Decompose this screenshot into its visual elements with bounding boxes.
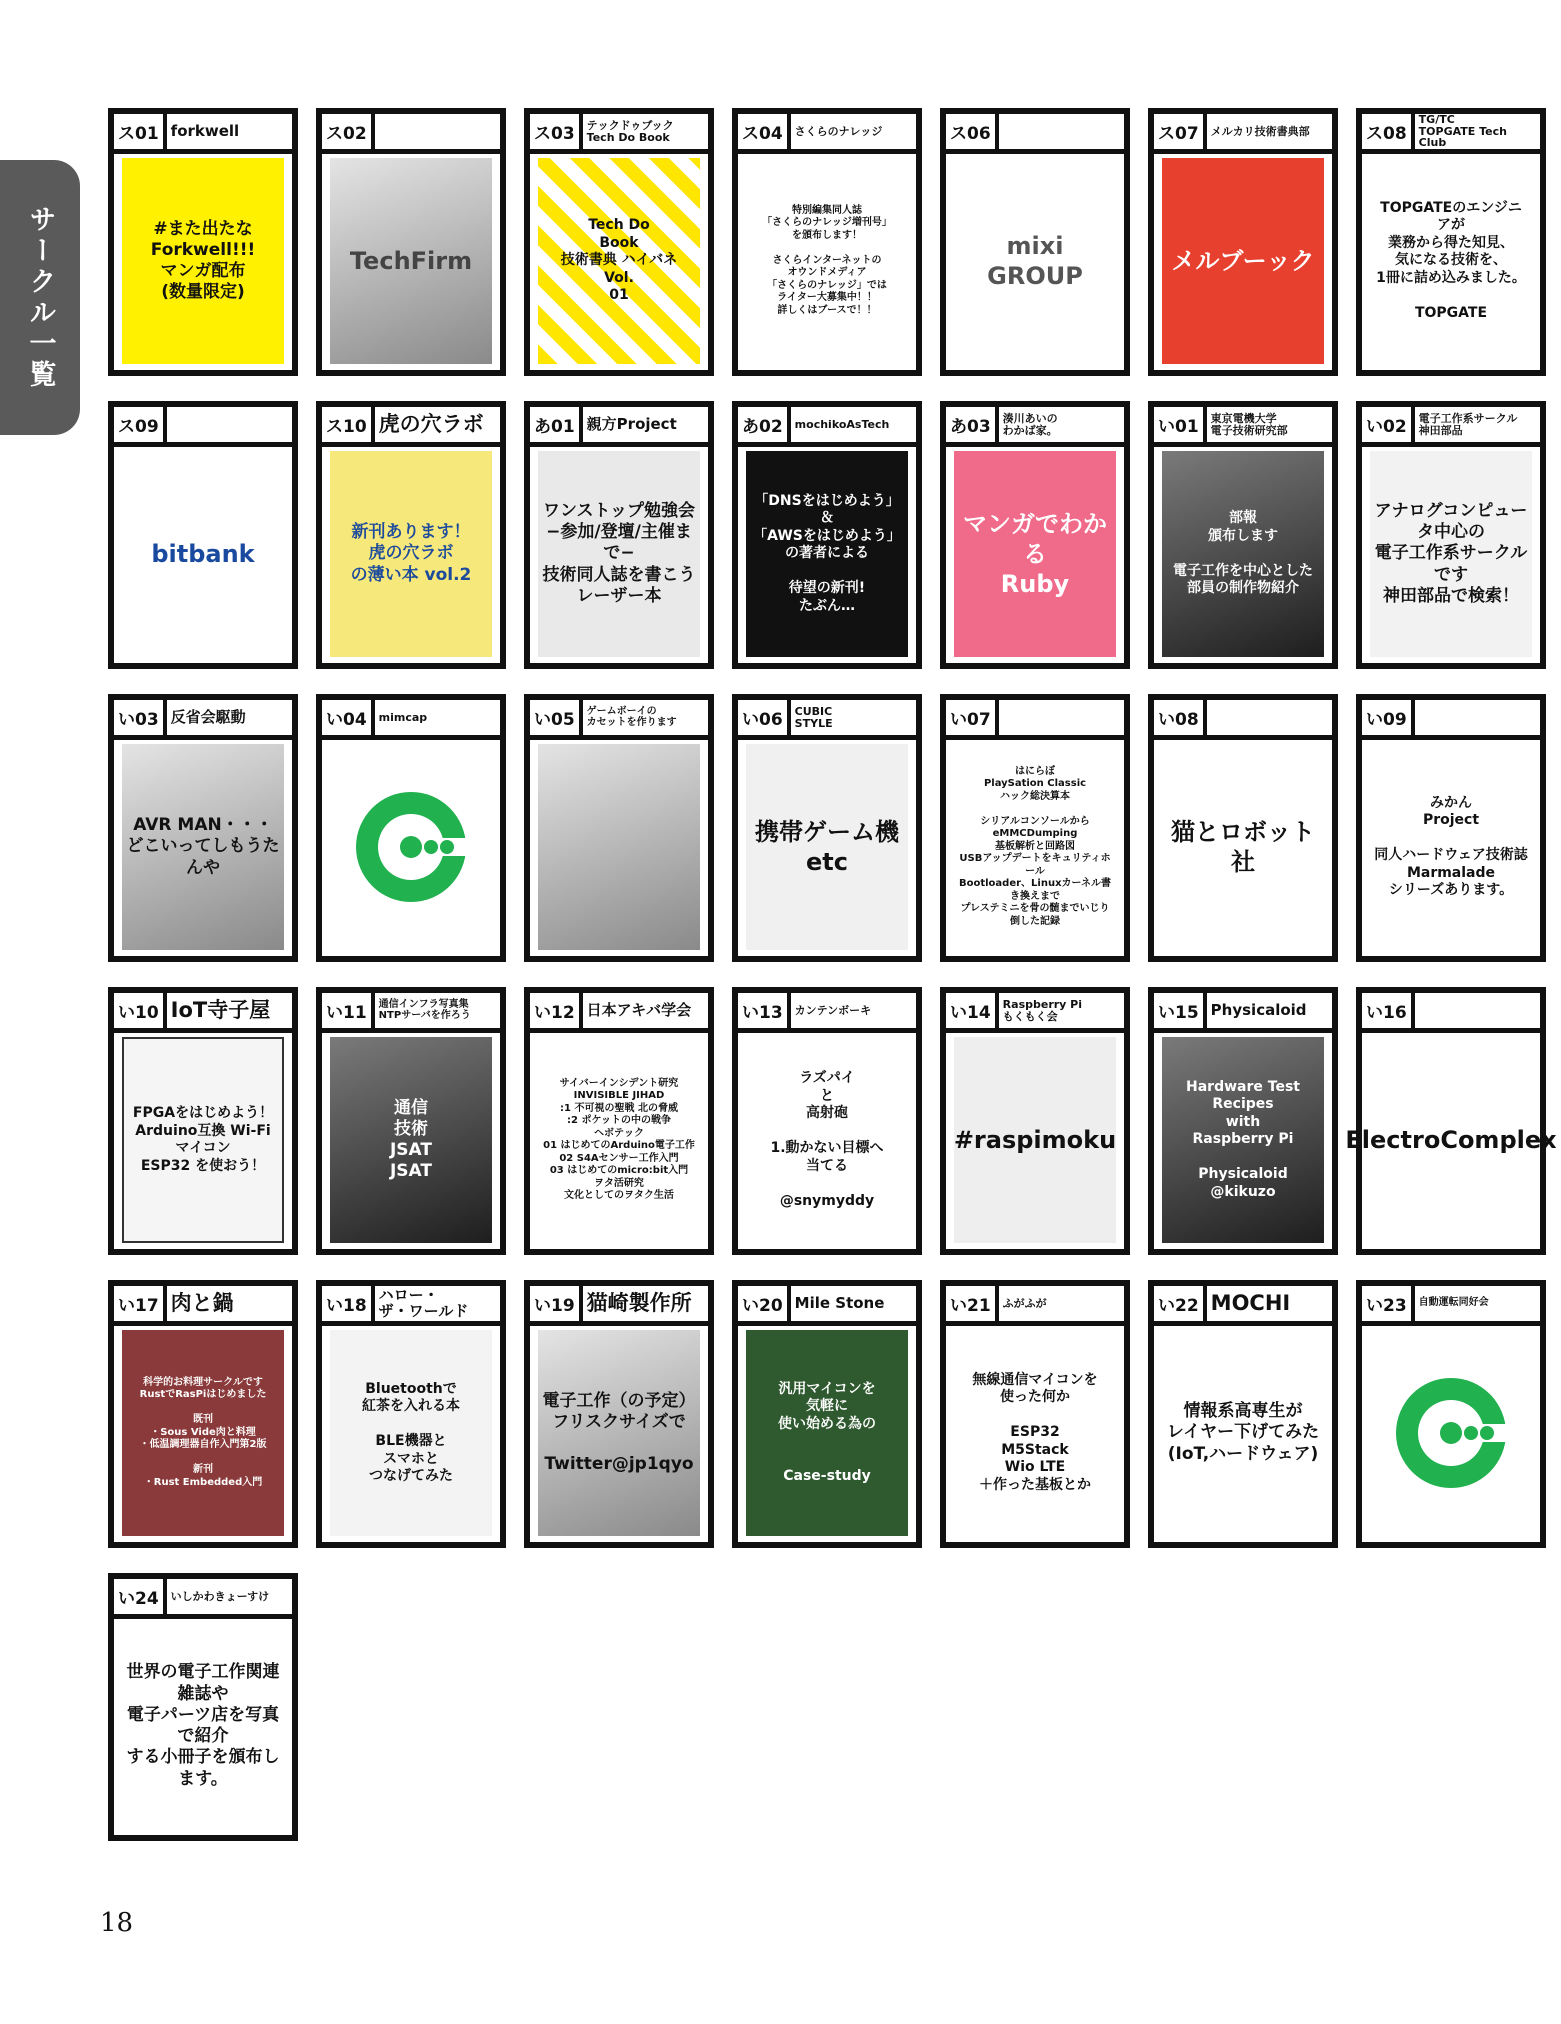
circle-header	[738, 700, 916, 740]
circle-code: い07	[946, 700, 999, 735]
circle-code: あ03	[946, 407, 999, 442]
circle-name: CUBIC STYLE	[794, 704, 833, 730]
circle-code: い02	[1362, 407, 1415, 442]
circle-card[interactable]	[1356, 108, 1546, 376]
circle-cover[interactable]	[330, 158, 492, 364]
circle-header	[738, 1286, 916, 1326]
circle-header	[114, 1286, 292, 1326]
circle-name: forkwell	[170, 121, 240, 140]
circle-name: 電子工作系サークル 神田部品	[1418, 411, 1518, 437]
circle-cover[interactable]	[538, 451, 700, 657]
circle-grid	[108, 108, 1557, 1841]
circle-name: ゲームボーイの カセットを作ります	[586, 706, 677, 728]
circle-name	[999, 114, 1124, 149]
circle-name: 通信インフラ写真集 NTPサーバを作ろう	[378, 999, 471, 1021]
logo-icon	[356, 792, 466, 902]
circle-card[interactable]	[108, 1573, 298, 1841]
circle-header	[114, 1579, 292, 1619]
cover-text: Bluetoothで 紅茶を入れる本 BLE機器と スマホと つなげてみた	[362, 1380, 460, 1484]
circle-code: ス01	[114, 114, 167, 149]
page-number: 18	[100, 1908, 134, 1938]
circle-cover[interactable]	[122, 451, 284, 657]
circle-card[interactable]	[1356, 401, 1546, 669]
circle-name: mimcap	[378, 710, 428, 724]
circle-name: さくらのナレッジ	[794, 124, 883, 138]
circle-code: ス06	[946, 114, 999, 149]
circle-header	[738, 114, 916, 154]
cover-text: サイバーインシデント研究 INVISIBLE JIHAD :1 不可視の聖戦 北の脅威 :2 ポケットの中の戦争 ヘボテック 01 はじめてのArduino電子工作 02 S4Aセンサー工作入門 03 はじめてのmicro:bit入門 ヲタ活研究 文化としてのヲタク生活	[543, 1077, 695, 1201]
cover-text: 電子工作（の予定） フリスクサイズで Twitter@jp1qyo	[542, 1390, 696, 1475]
circle-cover[interactable]	[1370, 1330, 1532, 1536]
circle-header	[1154, 1286, 1332, 1326]
circle-cover[interactable]	[330, 1330, 492, 1536]
circle-cover[interactable]	[122, 158, 284, 364]
circle-card[interactable]	[940, 108, 1130, 376]
circle-header	[114, 700, 292, 740]
circle-name: テックドゥブック Tech Do Book	[586, 118, 674, 144]
circle-header	[1362, 407, 1540, 447]
circle-card[interactable]	[316, 401, 506, 669]
cover-text: Tech Do Book 技術書典 ハイバネ Vol. 01	[560, 217, 678, 304]
circle-cover[interactable]	[330, 451, 492, 657]
cover-text: 新刊あります！ 虎の穴ラボ の薄い本 vol.2	[350, 522, 472, 585]
logo-icon	[1396, 1378, 1506, 1488]
circle-name: メルカリ技術書典部	[1210, 124, 1310, 138]
cover-text: マンガでわかる Ruby	[963, 510, 1107, 598]
circle-header	[322, 114, 500, 154]
circle-card[interactable]	[524, 108, 714, 376]
cover-text: TOPGATEのエンジニアが 業務から得た知見、 気になる技術を、 1冊に詰め込みました。 TOPGATE	[1376, 199, 1526, 321]
circle-code: い16	[1362, 993, 1415, 1028]
circle-header	[946, 993, 1124, 1033]
circle-cover[interactable]	[122, 744, 284, 950]
cover-text: 通信 技術 JSAT JSAT	[389, 1097, 432, 1182]
circle-code: い15	[1154, 993, 1207, 1028]
circle-cover[interactable]	[538, 1330, 700, 1536]
circle-name: いしかわきょーすけ	[170, 1589, 270, 1603]
circle-cover[interactable]	[1162, 1037, 1324, 1243]
circle-code: い22	[1154, 1286, 1207, 1321]
cover-text: 情報系高専生が レイヤー下げてみた (IoT,ハードウェア)	[1166, 1401, 1320, 1464]
circle-card[interactable]	[1356, 1280, 1546, 1548]
circle-code: あ02	[738, 407, 791, 442]
circle-card[interactable]	[1356, 694, 1546, 962]
circle-card[interactable]	[732, 694, 922, 962]
circle-header	[738, 993, 916, 1033]
cover-text: ElectroComplex	[1345, 1126, 1557, 1154]
circle-header	[1154, 700, 1332, 740]
cover-text: 汎用マイコンを 気軽に 使い始める為の Case-study	[778, 1380, 876, 1484]
cover-text: 特別編集同人誌 「さくらのナレッジ増刊号」 を頒布します！ さくらインターネットの オウンドメディア 「さくらのナレッジ」では ライター大募集中！！ 詳しくはブースで！！	[762, 204, 892, 316]
cover-text: 猫とロボット社	[1171, 818, 1315, 876]
circle-card[interactable]	[732, 1280, 922, 1548]
circle-cover[interactable]	[122, 1623, 284, 1829]
circle-name: ふがふが	[1002, 1296, 1047, 1310]
circle-cover[interactable]	[954, 744, 1116, 950]
circle-code: い10	[114, 993, 167, 1028]
cover-text: はにらぼ PlaySation Classic ハック総決算本 シリアルコンソールからeMMCDumping 基板解析と回路図 USBアップデートをキュリティホール Bootloader、Linuxカーネル書き換えまで プレステミニを骨の髄までいじり倒した記録	[958, 765, 1112, 927]
circle-header	[1154, 993, 1332, 1033]
side-tab[interactable]	[0, 160, 80, 435]
circle-code: い01	[1154, 407, 1207, 442]
circle-header	[114, 407, 292, 447]
circle-code: い05	[530, 700, 583, 735]
circle-card[interactable]	[316, 108, 506, 376]
circle-header	[738, 407, 916, 447]
circle-code: い08	[1154, 700, 1207, 735]
circle-name: 自動運転同好会	[1418, 1297, 1489, 1309]
circle-name: ハロー・ ザ・ワールド	[378, 1285, 469, 1320]
circle-code: い06	[738, 700, 791, 735]
circle-header	[1362, 1286, 1540, 1326]
circle-code: い21	[946, 1286, 999, 1321]
circle-cover[interactable]	[538, 158, 700, 364]
circle-code: い04	[322, 700, 375, 735]
circle-code: ス07	[1154, 114, 1207, 149]
circle-card[interactable]	[316, 1280, 506, 1548]
circle-cover[interactable]	[954, 158, 1116, 364]
circle-name	[167, 407, 292, 442]
circle-cover[interactable]	[1345, 1037, 1557, 1243]
cover-text: TechFirm	[349, 247, 473, 275]
circle-card[interactable]	[1148, 694, 1338, 962]
circle-header	[530, 700, 708, 740]
circle-header	[946, 700, 1124, 740]
circle-header	[322, 993, 500, 1033]
side-tab-label: サークル一覧	[24, 204, 56, 391]
circle-name: Raspberry Pi もくもく会	[1002, 997, 1083, 1023]
circle-name: 親方Project	[586, 414, 677, 433]
circle-header	[530, 114, 708, 154]
circle-card[interactable]	[1148, 1280, 1338, 1548]
circle-code: い24	[114, 1579, 167, 1614]
circle-header	[530, 1286, 708, 1326]
cover-text: ワンストップ勉強会 −参加/登壇/主催まで− 技術同人誌を書こう レーザー本	[542, 500, 696, 606]
circle-card[interactable]	[940, 401, 1130, 669]
circle-code: い11	[322, 993, 375, 1028]
circle-code: ス02	[322, 114, 375, 149]
circle-name: カンテンボーキ	[794, 1003, 872, 1017]
cover-text: アナログコンピュータ中心の 電子工作系サークルです 神田部品で検索！	[1374, 500, 1528, 606]
circle-header	[946, 1286, 1124, 1326]
circle-name: TG/TC TOPGATE Tech Club	[1418, 113, 1507, 150]
circle-header	[322, 1286, 500, 1326]
circle-cover[interactable]	[1162, 451, 1324, 657]
circle-code: い19	[530, 1286, 583, 1321]
circle-cover[interactable]	[1162, 158, 1324, 364]
circle-name	[1415, 993, 1540, 1028]
circle-code: ス03	[530, 114, 583, 149]
cover-text: みかん Project 同人ハードウェア技術誌 Marmalade シリーズあります。	[1374, 794, 1528, 898]
circle-code: ス08	[1362, 114, 1415, 149]
circle-name	[1207, 700, 1332, 735]
circle-name: IoT寺子屋	[170, 998, 271, 1023]
cover-text: #また出たな Forkwell!!! マンガ配布 (数量限定)	[150, 218, 256, 303]
circle-cover[interactable]	[954, 451, 1116, 657]
circle-cover[interactable]	[746, 1330, 908, 1536]
circle-cover[interactable]	[538, 1037, 700, 1243]
circle-name: Mile Stone	[794, 1293, 885, 1312]
circle-name	[999, 700, 1124, 735]
circle-code: い13	[738, 993, 791, 1028]
circle-cover[interactable]	[1370, 158, 1532, 364]
circle-header	[1362, 700, 1540, 740]
circle-card[interactable]	[316, 987, 506, 1255]
circle-header	[322, 407, 500, 447]
circle-card[interactable]	[1148, 987, 1338, 1255]
circle-name: 湊川あいの わかば家。	[1002, 411, 1058, 437]
cover-text: メルブーック	[1171, 247, 1315, 275]
circle-card[interactable]	[316, 694, 506, 962]
circle-code: ス10	[322, 407, 375, 442]
circle-name	[1415, 700, 1540, 735]
circle-name: 肉と鍋	[170, 1291, 234, 1316]
circle-code: い17	[114, 1286, 167, 1321]
circle-card[interactable]	[524, 987, 714, 1255]
circle-name: Physicaloid	[1210, 1000, 1307, 1019]
circle-cover[interactable]	[330, 744, 492, 950]
circle-cover[interactable]	[538, 744, 700, 950]
cover-text: AVR MAN・・・ どこいってしもうたんや	[126, 815, 280, 878]
circle-card[interactable]	[940, 694, 1130, 962]
circle-header	[946, 114, 1124, 154]
circle-header	[114, 993, 292, 1033]
cover-text: 科学的お料理サークルです RustでRasPiはじめました 既刊 ・Sous Vide肉と料理 ・低温調理器自作入門第2版 新刊 ・Rust Embedded入門	[139, 1376, 267, 1488]
circle-card[interactable]	[108, 1280, 298, 1548]
circle-code: い09	[1362, 700, 1415, 735]
circle-code: ス04	[738, 114, 791, 149]
circle-card[interactable]	[108, 987, 298, 1255]
circle-cover[interactable]	[330, 1037, 492, 1243]
circle-card[interactable]	[1345, 987, 1557, 1255]
circle-header	[322, 700, 500, 740]
cover-text: 無線通信マイコンを 使った何か ESP32 M5Stack Wio LTE ＋作った基板とか	[972, 1371, 1098, 1493]
circle-card[interactable]	[940, 1280, 1130, 1548]
circle-code: い14	[946, 993, 999, 1028]
circle-cover[interactable]	[746, 451, 908, 657]
circle-name: 猫崎製作所	[586, 1291, 692, 1316]
circle-cover[interactable]	[954, 1037, 1116, 1243]
circle-cover[interactable]	[122, 1330, 284, 1536]
circle-name	[375, 114, 500, 149]
circle-code: い03	[114, 700, 167, 735]
circle-header	[1362, 993, 1540, 1033]
circle-card[interactable]	[524, 1280, 714, 1548]
circle-card[interactable]	[108, 694, 298, 962]
circle-header	[946, 407, 1124, 447]
circle-card[interactable]	[732, 987, 922, 1255]
circle-cover[interactable]	[746, 1037, 908, 1243]
circle-cover[interactable]	[954, 1330, 1116, 1536]
cover-text: ラズパイ と 高射砲 1.動かない目標へ 当てる @snymyddy	[770, 1070, 884, 1209]
circle-header	[1154, 114, 1332, 154]
cover-text: 部報 頒布します 電子工作を中心とした 部員の制作物紹介	[1173, 510, 1313, 597]
cover-text: Hardware Test Recipes with Raspberry Pi Physicaloid @kikuzo	[1186, 1078, 1300, 1200]
circle-card[interactable]	[524, 401, 714, 669]
circle-card[interactable]	[108, 108, 298, 376]
circle-name: 東京電機大学 電子技術研究部	[1210, 411, 1288, 437]
circle-code: い12	[530, 993, 583, 1028]
circle-card[interactable]	[732, 108, 922, 376]
cover-text: 携帯ゲーム機etc	[755, 818, 899, 876]
circle-header	[114, 114, 292, 154]
circle-code: い18	[322, 1286, 375, 1321]
circle-cover[interactable]	[122, 1037, 284, 1243]
cover-text: bitbank	[151, 540, 255, 568]
circle-header	[530, 993, 708, 1033]
cover-text: #raspimoku	[953, 1126, 1117, 1154]
circle-name: MOCHI	[1210, 1291, 1291, 1316]
circle-card[interactable]	[940, 987, 1130, 1255]
circle-card[interactable]	[1148, 108, 1338, 376]
cover-text: 世界の電子工作関連雑誌や 電子パーツ店を写真で紹介 する小冊子を頒布します。	[126, 1662, 280, 1789]
circle-name: 虎の穴ラボ	[378, 412, 484, 437]
circle-card[interactable]	[108, 401, 298, 669]
circle-cover[interactable]	[1162, 744, 1324, 950]
circle-card[interactable]	[1148, 401, 1338, 669]
circle-name: 日本アキバ学会	[586, 1000, 692, 1019]
circle-code: い20	[738, 1286, 791, 1321]
cover-text: FPGAをはじめよう！ Arduino互換 Wi-Fi マイコン ESP32 を使おう！	[132, 1105, 274, 1174]
circle-header	[1362, 114, 1540, 154]
circle-header	[1154, 407, 1332, 447]
cover-text: 「DNSをはじめよう」 ＆ 「AWSをはじめよう」 の著者による 待望の新刊! たぶん…	[753, 492, 901, 614]
circle-cover[interactable]	[746, 744, 908, 950]
circle-name: mochikoAsTech	[794, 417, 890, 431]
circle-cover[interactable]	[1370, 451, 1532, 657]
circle-code: あ01	[530, 407, 583, 442]
circle-code: い23	[1362, 1286, 1415, 1321]
circle-name: 反省会駆動	[170, 707, 246, 726]
circle-cover[interactable]	[1370, 744, 1532, 950]
circle-code: ス09	[114, 407, 167, 442]
circle-header	[530, 407, 708, 447]
circle-cover[interactable]	[746, 158, 908, 364]
circle-cover[interactable]	[1162, 1330, 1324, 1536]
circle-card[interactable]	[732, 401, 922, 669]
cover-text: mixi GROUP	[987, 232, 1083, 290]
circle-card[interactable]	[524, 694, 714, 962]
